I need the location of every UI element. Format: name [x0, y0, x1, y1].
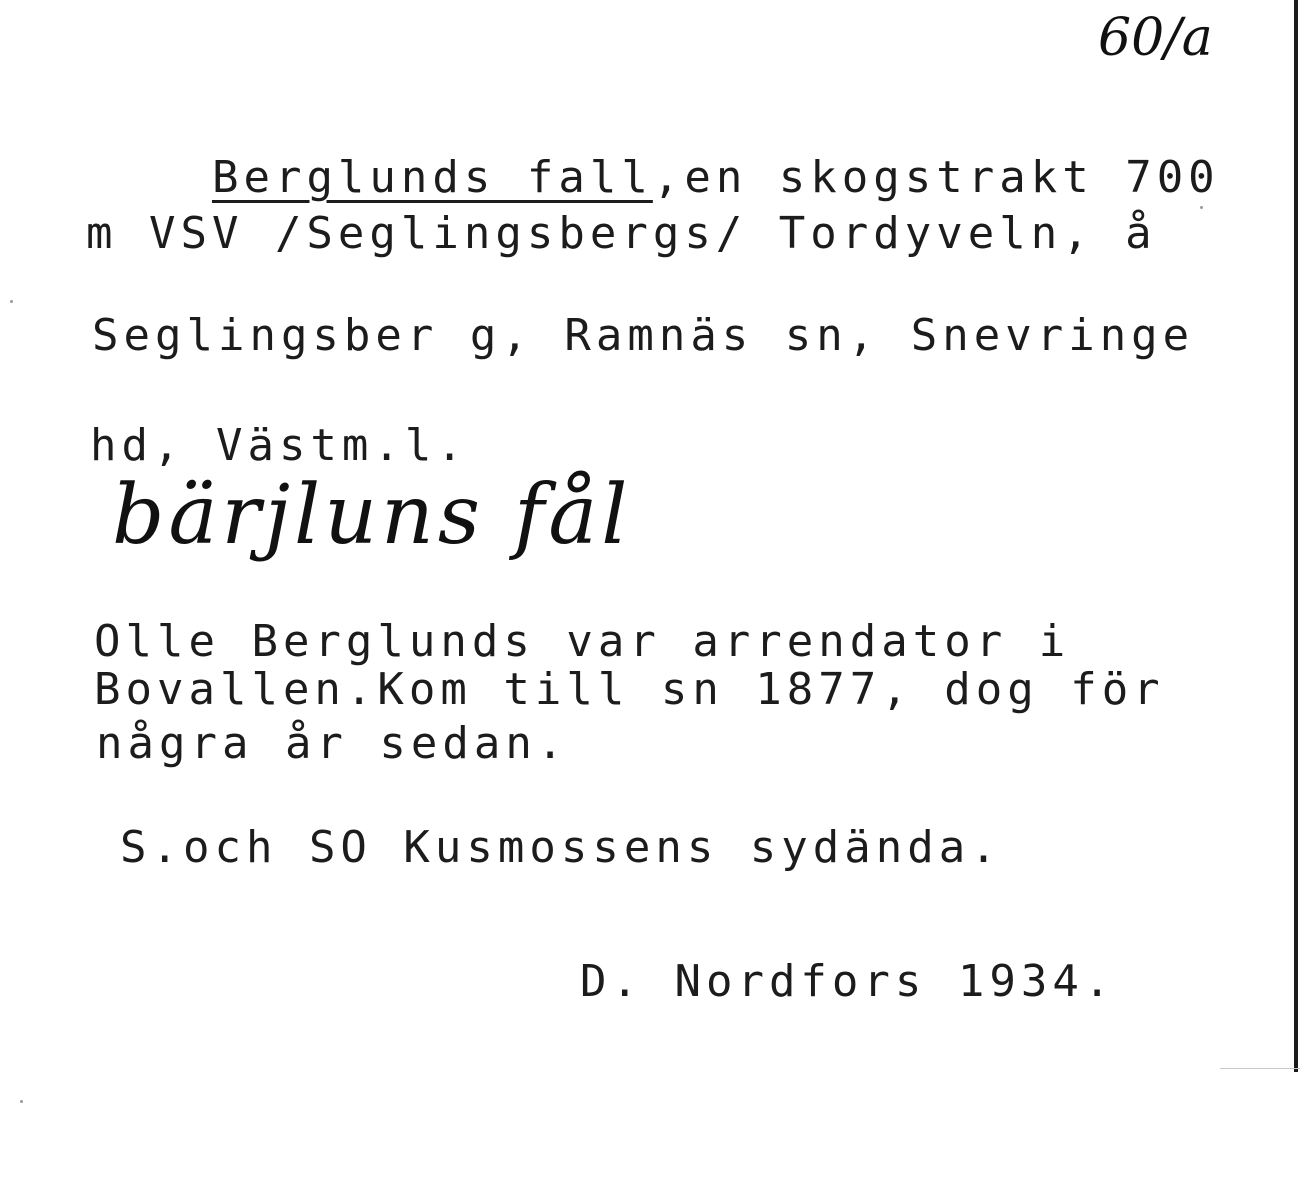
note-line-1: Olle Berglunds var arrendator i [94, 616, 1071, 667]
location-note: S.och SO Kusmossens sydända. [120, 822, 1002, 873]
entry-line-3: Seglingsber g, Ramnäs sn, Snevringe [92, 310, 1195, 361]
entry-line-2: m VSV /Seglingsbergs/ Tordyveln, å [86, 208, 1157, 259]
card-reference-number: 60/a [1098, 8, 1213, 68]
scan-speck [20, 1100, 23, 1103]
scan-speck [1200, 206, 1203, 209]
entry-line-4: hd, Västm.l. [90, 420, 468, 471]
signature-line: D. Nordfors 1934. [580, 956, 1116, 1007]
handwritten-pronunciation: bärjluns fål [112, 468, 632, 563]
card-bottom-edge [1220, 1068, 1300, 1069]
entry-line-1-rest: ,en skogstrakt 700 [652, 152, 1220, 203]
place-name: Berglunds fall [211, 152, 653, 203]
scan-speck [10, 300, 13, 303]
card-right-edge [1294, 0, 1298, 1072]
note-line-2: Bovallen.Kom till sn 1877, dog för [94, 664, 1165, 715]
note-line-3: några år sedan. [96, 718, 569, 769]
